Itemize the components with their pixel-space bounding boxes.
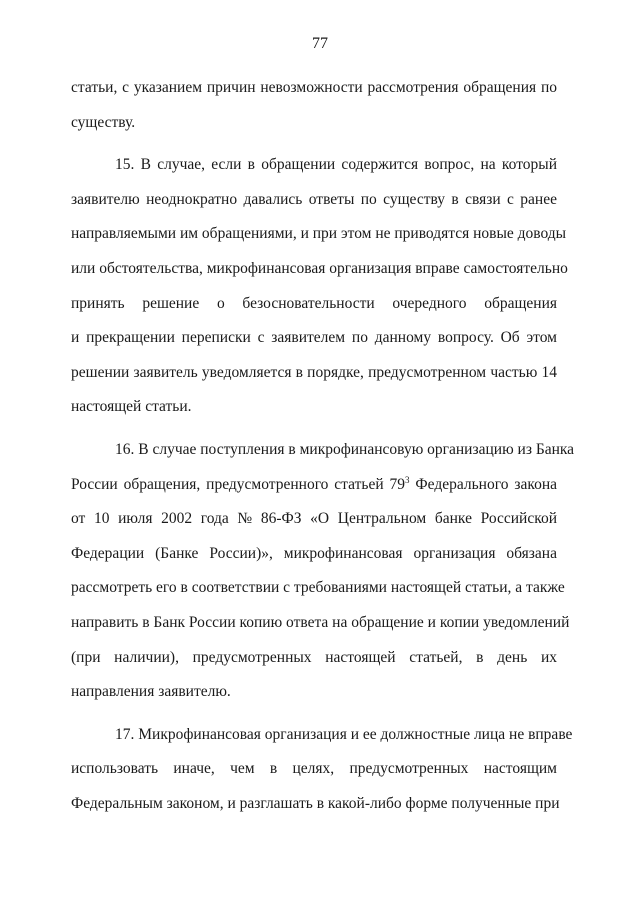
- paragraph-continuation: [71, 71, 557, 140]
- text-line: 16. В случае поступления в микрофинансовую организацию из Банка: [115, 440, 575, 458]
- text-line: [71, 468, 557, 503]
- text-line: направляемыми им обращениями, и при этом не приводятся новые доводы: [71, 225, 567, 243]
- text-line: (при наличии), предусмотренных настоящей статьей, в день их: [71, 648, 557, 666]
- text-line: статьи, с указанием причин невозможности рассмотрения обращения по: [71, 79, 557, 96]
- text-line: использовать иначе, чем в целях, предусмотренных настоящим: [71, 760, 557, 778]
- text-line: направления заявителю.: [71, 683, 231, 701]
- text-segment: Федерального закона: [409, 475, 557, 493]
- text-line: Федеральным законом, и разглашать в какой-либо форме полученные при: [71, 794, 560, 812]
- text-line: рассмотреть его в соответствии с требованиями настоящей статьи, а также: [71, 579, 565, 597]
- text-line: существу.: [71, 113, 136, 131]
- text-line: 15. В случае, если в обращении содержится вопрос, на который: [115, 156, 557, 174]
- paragraph-15: [71, 148, 568, 425]
- text-line: и прекращении переписки с заявителем по данному вопросу. Об этом: [71, 329, 557, 347]
- page-number: 77: [312, 35, 328, 52]
- text-line: от 10 июля 2002 года № 86-ФЗ «О Центральном банке Российской: [71, 510, 557, 528]
- superscript: 3: [405, 474, 410, 485]
- text-line: Федерации (Банке России)», микрофинансовая организация обязана: [71, 544, 557, 562]
- paragraph-17: [71, 718, 573, 822]
- document-body: [71, 71, 575, 821]
- text-line: заявителю неоднократно давались ответы по существу в связи с ранее: [71, 190, 557, 208]
- text-line: или обстоятельства, микрофинансовая организация вправе самостоятельно: [71, 259, 568, 277]
- text-line: 17. Микрофинансовая организация и ее должностные лица не вправе: [115, 725, 573, 743]
- paragraph-16: [71, 433, 575, 710]
- text-line: принять решение о безосновательности очередного обращения: [71, 294, 557, 312]
- text-segment: России обращения, предусмотренного статьей 79: [71, 475, 406, 493]
- text-line: решении заявитель уведомляется в порядке, предусмотренном частью 14: [71, 363, 557, 381]
- text-line: настоящей статьи.: [71, 398, 192, 416]
- text-line: направить в Банк России копию ответа на обращение и копии уведомлений: [71, 613, 570, 631]
